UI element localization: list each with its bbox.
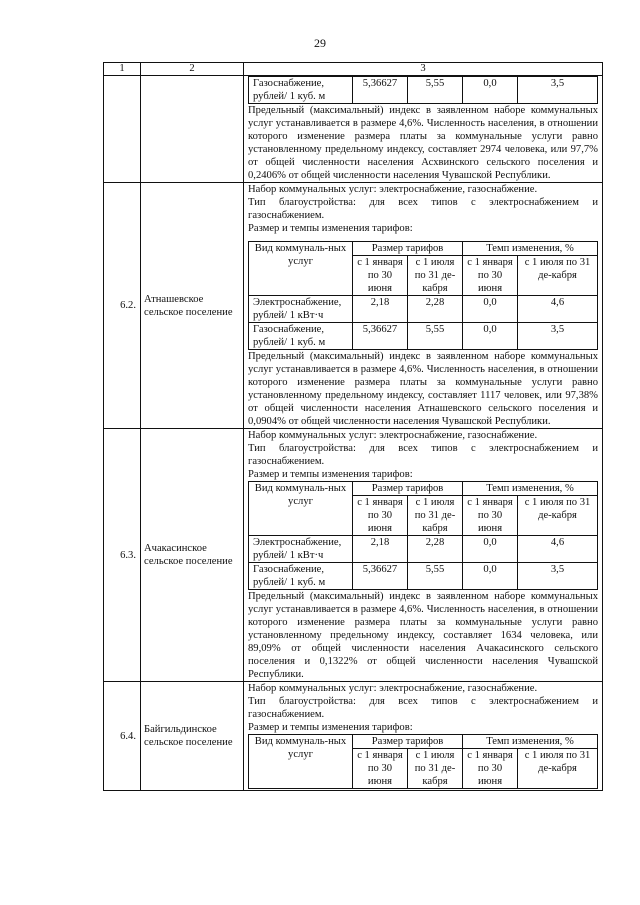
rate-value: 3,5 bbox=[518, 323, 598, 350]
tariff-value: 2,18 bbox=[353, 536, 408, 563]
tariff-row bbox=[249, 563, 598, 590]
header-jan-jun: с 1 января по 30 июня bbox=[463, 749, 518, 789]
service-set-text: Набор коммунальных услуг: электроснабжение, газоснабжение. bbox=[248, 430, 538, 441]
limit-index-paragraph: Предельный (максимальный) индекс в заявленном наборе коммунальных услуг устанавливается в размере 4,6%. Численность населения, в отношении которого изменение размера платы за коммунальные услуги равно установленному предельному индексу, составляет 1117 человек, или 97,38% от общей численности населения Атнашевского сельского поселения и 0,0904% от общей численности населения Чувашской Республики. bbox=[248, 351, 598, 427]
service-name: Газоснабжение, рублей/ 1 куб. м bbox=[249, 323, 353, 350]
tariff-sizes-caption: Размер и темпы изменения тарифов: bbox=[248, 223, 413, 234]
improvement-type-text: Тип благоустройства: для всех типов с электроснабжением и газоснабжением. bbox=[248, 443, 598, 467]
service-name: Электроснабжение, рублей/ 1 кВт·ч bbox=[249, 296, 353, 323]
entry-number: 6.4. bbox=[104, 682, 141, 791]
header-change-rate: Темп изменения, % bbox=[463, 482, 598, 496]
service-name: Электроснабжение, рублей/ 1 кВт·ч bbox=[249, 536, 353, 563]
tariff-value: 5,36627 bbox=[353, 563, 408, 590]
improvement-type-text: Тип благоустройства: для всех типов с электроснабжением и газоснабжением. bbox=[248, 197, 598, 221]
header-service-kind: Вид коммуналь-ных услуг bbox=[249, 482, 353, 536]
header-jan-jun: с 1 января по 30 июня bbox=[463, 496, 518, 536]
header-jan-jun: с 1 января по 30 июня bbox=[353, 749, 408, 789]
continuation-cell bbox=[244, 76, 603, 183]
header-service-kind: Вид коммуналь-ных услуг bbox=[249, 242, 353, 296]
tariff-value: 2,28 bbox=[408, 296, 463, 323]
rate-value: 3,5 bbox=[518, 563, 598, 590]
settlement-name: Байгильдинское сельское поселение bbox=[141, 682, 244, 791]
rate-value: 4,6 bbox=[518, 536, 598, 563]
settlement-row bbox=[104, 429, 603, 682]
column-number-row bbox=[104, 63, 603, 76]
tariff-table bbox=[248, 241, 598, 350]
rate-value: 0,0 bbox=[463, 296, 518, 323]
tariff-row bbox=[249, 77, 598, 104]
tariff-table bbox=[248, 76, 598, 104]
header-jan-jun: с 1 января по 30 июня bbox=[353, 256, 408, 296]
rate-value: 0,0 bbox=[463, 536, 518, 563]
tariff-value: 5,55 bbox=[408, 77, 463, 104]
tariff-row bbox=[249, 536, 598, 563]
header-jul-dec: с 1 июля по 31 де-кабря bbox=[518, 496, 598, 536]
tariff-value: 2,18 bbox=[353, 296, 408, 323]
settlement-name: Ачакасинское сельское поселение bbox=[141, 429, 244, 682]
service-name: Газоснабжение, рублей/ 1 куб. м bbox=[249, 563, 353, 590]
rate-value: 3,5 bbox=[518, 77, 598, 104]
settlement-details bbox=[244, 682, 603, 791]
column-number-3: 3 bbox=[244, 63, 603, 76]
column-number-1: 1 bbox=[104, 63, 141, 76]
service-name: Газоснабжение, рублей/ 1 куб. м bbox=[249, 77, 353, 104]
tariff-table bbox=[248, 734, 598, 789]
limit-index-paragraph: Предельный (максимальный) индекс в заявленном наборе коммунальных услуг устанавливается в размере 4,6%. Численность населения, в отношении которого изменение размера платы за коммунальные услуги равно установленному предельному индексу, составляет 1634 человека, или 89,09% от общей численности населения Ачакасинского сельского поселения и 0,1322% от общей численности населения Чувашской Республики. bbox=[248, 591, 598, 680]
rate-value: 0,0 bbox=[463, 77, 518, 104]
page-number: 29 bbox=[314, 36, 326, 50]
settlement-details bbox=[244, 183, 603, 429]
tariff-value: 5,36627 bbox=[353, 323, 408, 350]
settlement-details bbox=[244, 429, 603, 682]
header-tariff-size: Размер тарифов bbox=[353, 482, 463, 496]
header-jan-jun: с 1 января по 30 июня bbox=[353, 496, 408, 536]
service-set-text: Набор коммунальных услуг: электроснабжение, газоснабжение. bbox=[248, 184, 538, 195]
tariff-sizes-caption: Размер и темпы изменения тарифов: bbox=[248, 722, 413, 733]
tariff-value: 5,36627 bbox=[353, 77, 408, 104]
settlement-row bbox=[104, 682, 603, 791]
tariff-row bbox=[249, 323, 598, 350]
settlement-name: Атнашевское сельское поселение bbox=[141, 183, 244, 429]
header-jul-dec: с 1 июля по 31 де-кабря bbox=[408, 256, 463, 296]
improvement-type-text: Тип благоустройства: для всех типов с электроснабжением и газоснабжением. bbox=[248, 696, 598, 720]
entry-number: 6.3. bbox=[104, 429, 141, 682]
header-change-rate: Темп изменения, % bbox=[463, 242, 598, 256]
tariff-value: 5,55 bbox=[408, 563, 463, 590]
header-change-rate: Темп изменения, % bbox=[463, 735, 598, 749]
column-number-2: 2 bbox=[141, 63, 244, 76]
tariff-value: 2,28 bbox=[408, 536, 463, 563]
tariff-table bbox=[248, 481, 598, 590]
tariff-value: 5,55 bbox=[408, 323, 463, 350]
header-jul-dec: с 1 июля по 31 де-кабря bbox=[518, 256, 598, 296]
rate-value: 4,6 bbox=[518, 296, 598, 323]
header-jul-dec: с 1 июля по 31 де-кабря bbox=[518, 749, 598, 789]
settlement-row bbox=[104, 183, 603, 429]
header-jan-jun: с 1 января по 30 июня bbox=[463, 256, 518, 296]
continuation-row bbox=[104, 76, 603, 183]
service-set-text: Набор коммунальных услуг: электроснабжение, газоснабжение. bbox=[248, 683, 538, 694]
header-jul-dec: с 1 июля по 31 де-кабря bbox=[408, 749, 463, 789]
tariff-row bbox=[249, 296, 598, 323]
header-tariff-size: Размер тарифов bbox=[353, 735, 463, 749]
rate-value: 0,0 bbox=[463, 563, 518, 590]
header-service-kind: Вид коммуналь-ных услуг bbox=[249, 735, 353, 789]
tariff-document-table bbox=[103, 62, 603, 791]
header-jul-dec: с 1 июля по 31 де-кабря bbox=[408, 496, 463, 536]
limit-index-paragraph: Предельный (максимальный) индекс в заявленном наборе коммунальных услуг устанавливается в размере 4,6%. Численность населения, в отношении которого изменение размера платы за коммунальные услуги равно установленному предельному индексу, составляет 2974 человека, или 97,7% от общей численности населения Асхвинского сельского поселения и 0,2406% от общей численности населения Чувашской Республики. bbox=[248, 105, 598, 181]
header-tariff-size: Размер тарифов bbox=[353, 242, 463, 256]
rate-value: 0,0 bbox=[463, 323, 518, 350]
tariff-sizes-caption: Размер и темпы изменения тарифов: bbox=[248, 469, 413, 480]
entry-number: 6.2. bbox=[104, 183, 141, 429]
